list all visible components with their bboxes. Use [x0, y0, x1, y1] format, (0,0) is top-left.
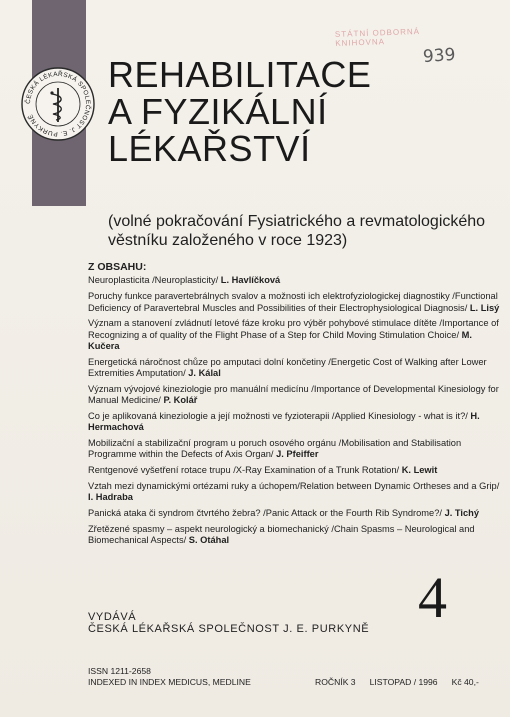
issn: ISSN 1211-2658	[88, 666, 151, 676]
library-stamp: STÁTNÍ ODBORNÁ KNIHOVNA	[334, 26, 421, 48]
article-entry	[88, 357, 500, 380]
volume: ROČNÍK 3	[315, 677, 356, 687]
article-author: L. Havlíčková	[220, 275, 281, 286]
article-title: Energetická náročnost chůze po amputaci dolní končetiny /Energetic Cost of Walking after Lower Extremities Amputation/	[88, 356, 487, 379]
article-entry	[88, 275, 500, 286]
article-title: Poruchy funkce paravertebrálnych svalov a možnosti ich elektrofyziologickej diagnostiky /Functional Deficiency of Paravertebral Muscles and Possibilities of their Electrophysiological Diagnosis/	[88, 291, 498, 313]
publisher-block	[88, 611, 388, 635]
article-author: J. Pfeiffer	[276, 449, 319, 460]
article-author: P. Kolář	[163, 395, 198, 406]
issue-details	[315, 677, 505, 687]
contents-heading: Z OBSAHU:	[88, 261, 147, 273]
article-entry	[88, 384, 500, 407]
article-entry	[88, 291, 500, 314]
publisher-name: ČESKÁ LÉKAŘSKÁ SPOLEČNOST J. E. PURKYNĚ	[88, 623, 370, 635]
article-author: M. Kučera	[88, 329, 472, 352]
title-line-2: A FYZIKÁLNÍ	[108, 91, 328, 132]
table-of-contents	[88, 262, 500, 551]
article-author: I. Hadraba	[88, 492, 133, 503]
article-title: Zřetězené spasmy – aspekt neurologický a biomechanický /Chain Spasms – Neurological and Biomechanical Aspects/	[88, 523, 475, 546]
article-title: Vztah mezi dynamickými ortézami ruky a úchopem/Relation between Dynamic Ortheses and a Grip/	[88, 480, 500, 491]
issue-number: 4	[418, 565, 447, 630]
issue-date: LISTOPAD / 1996	[369, 677, 438, 687]
article-title: Rentgenové vyšetření rotace trupu /X-Ray Examination of a Trunk Rotation/	[88, 465, 402, 476]
footer-identifiers	[88, 666, 288, 687]
article-title: Význam a stanovení zvládnutí letové fáze kroku pro výběr pohybové stimulace dítěte /Importance of Recognizing a of quality of the Flight Phase of a Step for Child Moving Stimulation Choice/	[88, 318, 499, 340]
article-author: L. Lisý	[469, 302, 500, 313]
article-title: Co je aplikovaná kineziologie a její možnosti ve fyzioterapii /Applied Kinesiology - what is it?/	[88, 410, 471, 421]
article-author: H. Hermachová	[88, 410, 480, 433]
article-entry	[88, 411, 500, 434]
article-entry	[88, 481, 500, 504]
article-author: K. Lewit	[401, 465, 438, 476]
indexing-note: INDEXED IN INDEX MEDICUS, MEDLINE	[88, 676, 251, 687]
handwritten-number: 939	[422, 44, 457, 68]
article-author: J. Kálal	[188, 368, 221, 379]
title-line-3: LÉKAŘSTVÍ	[108, 128, 311, 169]
article-author: S. Otáhal	[188, 535, 230, 546]
article-entry	[88, 524, 500, 547]
article-entry	[88, 465, 500, 476]
journal-subtitle: (volné pokračování Fysiatrického a revmatologického věstníku založeného v roce 1923)	[108, 213, 486, 249]
title-line-1: REHABILITACE	[108, 54, 372, 95]
article-entry	[88, 508, 500, 519]
article-author: J. Tichý	[444, 507, 480, 518]
article-title: Neuroplasticita /Neuroplasticity/	[88, 275, 221, 286]
price: Kč 40,-	[451, 677, 479, 687]
article-title: Mobilizační a stabilizační program u poruch osového orgánu /Mobilisation and Stabilisation Programme within the Defects of Axis Organ/	[88, 438, 462, 460]
article-entry	[88, 438, 500, 461]
publisher-label: VYDÁVÁ	[88, 611, 137, 623]
article-entry	[88, 318, 500, 352]
article-title: Panická ataka či syndrom čtvrtého žebra? /Panic Attack or the Fourth Rib Syndrome?/	[88, 507, 445, 518]
journal-title	[108, 56, 498, 167]
society-seal-icon	[20, 66, 96, 142]
seal-text: ČESKÁ LÉKAŘSKÁ SPOLEČNOST J. E. PURKYNĚ	[24, 70, 92, 138]
article-title: Význam vývojové kineziologie pro manuální medicínu /Importance of Developmental Kinesiology for Manual Medicine/	[88, 383, 499, 406]
